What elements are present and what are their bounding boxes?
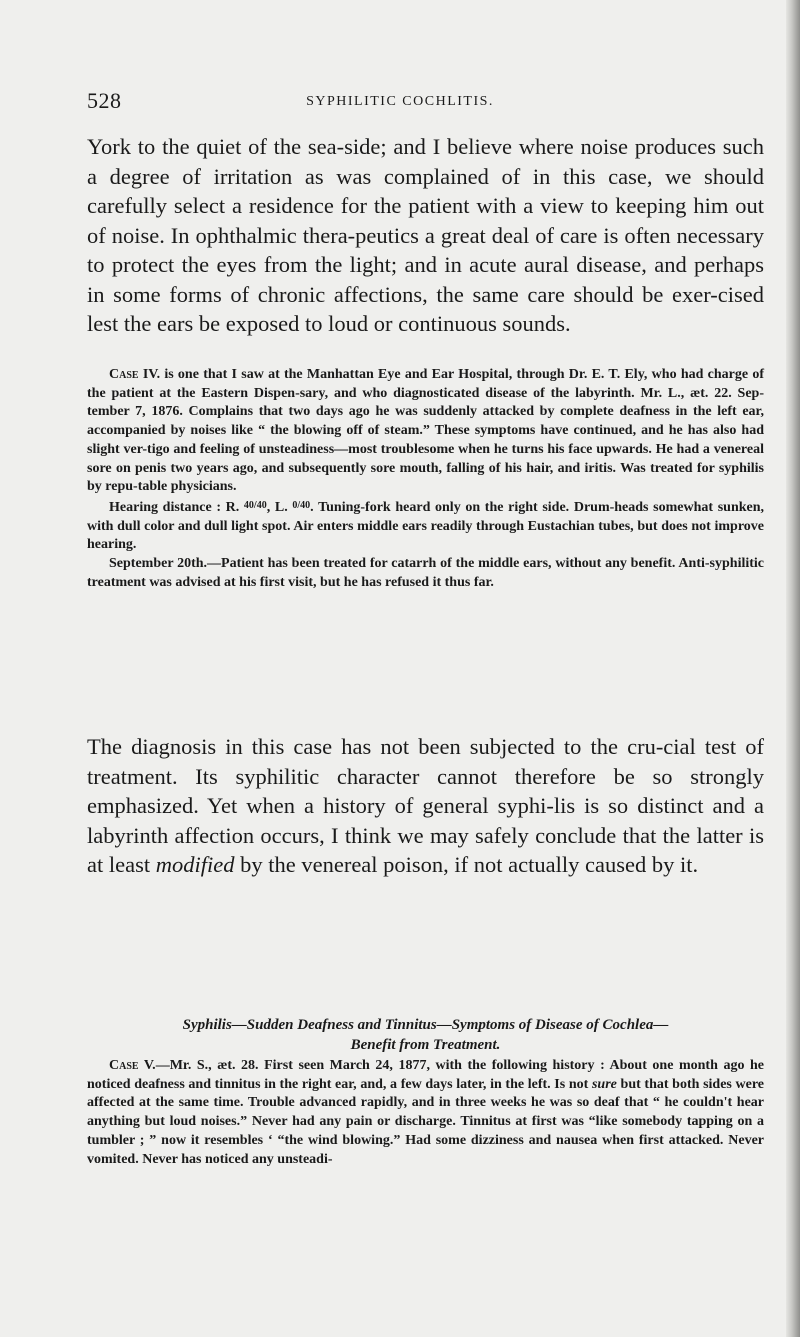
page-number: 528	[87, 88, 122, 113]
case-iv-label: Case IV.	[109, 367, 161, 382]
section-title	[87, 1015, 764, 1055]
left-ear-fraction: 0/40	[292, 499, 311, 511]
paragraph-sea-side: York to the quiet of the sea-side; and I believe where noise produces such a degree of irritation as was complained of in this case, we should carefully select a residence for the patient with a view to keeping him out of noise. In ophthalmic thera-peutics a great deal of care is often necessary to protect the eyes from the light; and in acute aural disease, and perhaps in some forms of chronic affections, the same care should be exer-cised lest the ears be exposed to loud or continuous sounds.	[87, 134, 764, 336]
running-head: SYPHILITIC COCHLITIS.	[306, 94, 494, 109]
section-title-line-2: Benefit from Treatment.	[350, 1037, 501, 1053]
case-v-emphasis: sure	[591, 1076, 617, 1092]
diagnosis-emphasis: modified	[155, 852, 235, 877]
case-iv	[87, 366, 764, 592]
case-v-label: Case V.	[109, 1058, 156, 1073]
case-v-paragraph	[87, 1057, 764, 1169]
page-edge-shadow	[786, 0, 800, 1337]
left-ear-label: , L.	[266, 499, 288, 515]
case-v	[87, 1057, 764, 1169]
case-iv-text-1: is one that I saw at the Manhattan Eye and Ear Hospital, through Dr. E. T. Ely, who had charge of the patient at the Eastern Dispen-sary, and who diagnosticated disease of the labyrinth. Mr. L., æt. 22. Sep-tember 7, 1876. Complains that two days ago he was suddenly attacked by complete deafness in the left ear, accompanied by noises like “ the blowing off of steam.” These symptoms have continued, and he has also had slight ver-tigo and feeling of unsteadiness—most troublesome when he turns his face upwards. He had a venereal sore on penis two years ago, and subsequently sore mouth, falling of his hair, and iritis. Was treated for syphilis by repu-table physicians.	[87, 367, 764, 495]
page-header	[0, 88, 800, 118]
diagnosis-text-before: The diagnosis in this case has not been subjected to the cru-cial test of treatment. Its syphilitic character cannot therefore be so strongly emphasized. Yet when a history of general syphi-lis is so distinct and a labyrinth affection occurs, I think we may safely conclude that the latter is at least	[87, 734, 764, 877]
case-v-text-after: but that both sides were affected at the same time. Trouble advanced rapidly, and in three weeks he was so deaf that “ he couldn't hear anything but loud noises.” Never had any pain or discharge. Tinnitus at first was “like somebody tapping on a tumbler ; ” now it resembles ‘ “the wind blowing.” Had some dizziness and nausea when first attacked. Never vomited. Never has noticed any unsteadi-	[87, 1076, 765, 1167]
hearing-distance-label: Hearing distance : R.	[109, 499, 240, 515]
case-iv-text-2: . Tuning-fork heard only on the right side. Drum-heads somewhat sunken, with dull color and dull light spot. Air enters middle ears readily through Eustachian tubes, but does not improve hearing.	[87, 499, 765, 553]
case-iv-paragraph-2	[87, 497, 764, 555]
section-title-line-1: Syphilis—Sudden Deafness and Tinnitus—Symptoms of Disease of Cochlea—	[182, 1017, 669, 1033]
case-v-text-before: —Mr. S., æt. 28. First seen March 24, 1877, with the following history : About one month ago he noticed deafness and tinnitus in the right ear, and, a few days later, in the left. Is not	[87, 1058, 764, 1092]
case-iv-paragraph-3: September 20th.—Patient has been treated for catarrh of the middle ears, without any benefit. Anti-syphilitic treatment was advised at his first visit, but he has refused it thus far.	[87, 556, 764, 590]
paragraph-diagnosis	[87, 732, 764, 880]
diagnosis-text-after: by the venereal poison, if not actually caused by it.	[240, 852, 699, 877]
right-ear-fraction: 40/40	[243, 499, 267, 511]
case-iv-paragraph-1	[87, 366, 764, 497]
